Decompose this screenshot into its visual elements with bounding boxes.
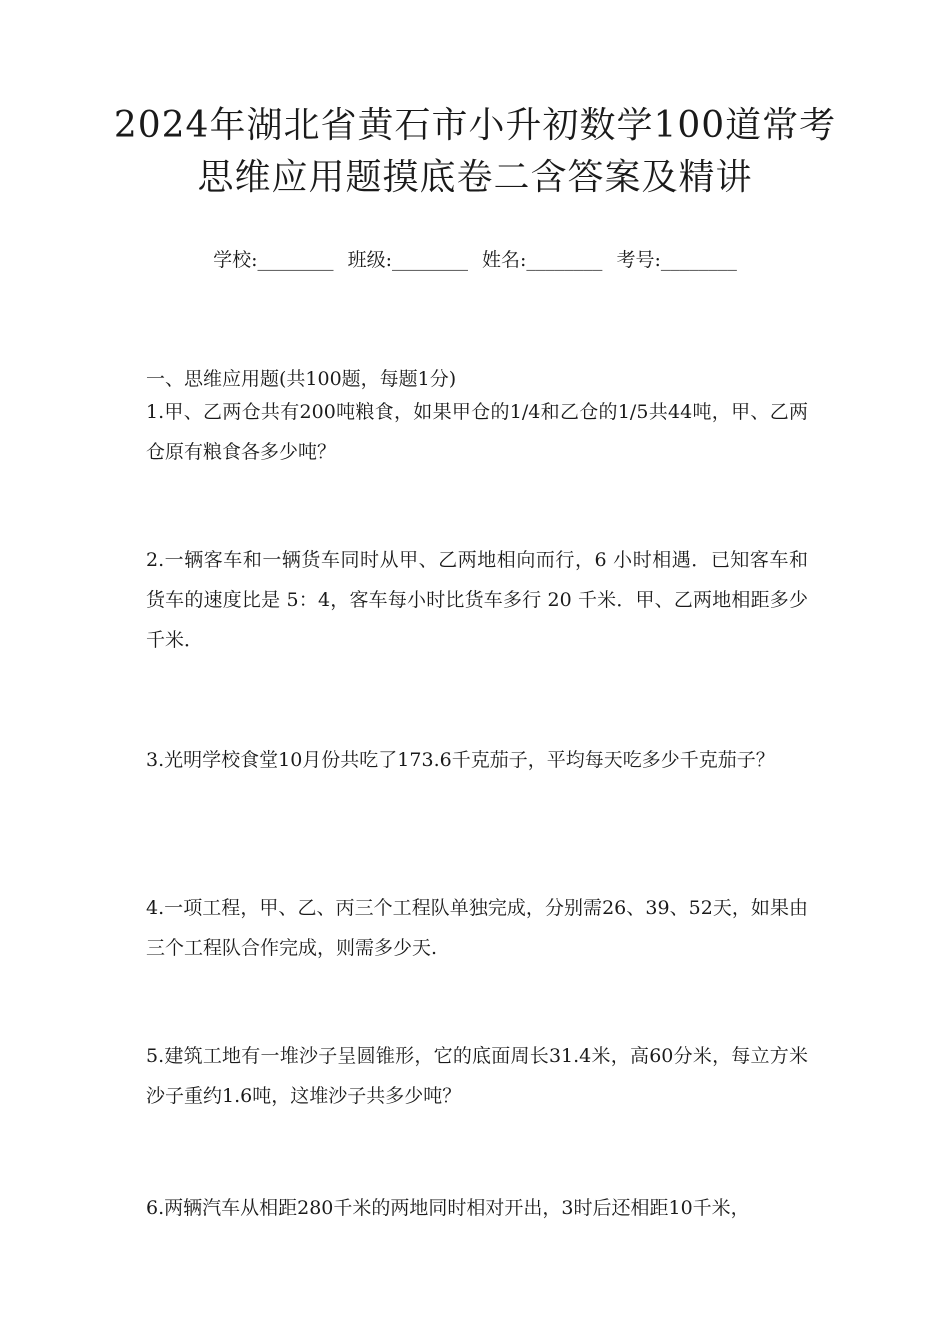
- question-6: 6.两辆汽车从相距280千米的两地同时相对开出，3时后还相距10千米，: [146, 1197, 750, 1219]
- question-4: 4.一项工程，甲、乙、丙三个工程队单独完成，分别需26、39、52天，如果由三个工程队合作完成，则需多少天.: [146, 897, 808, 959]
- section-heading: 一、思维应用题(共100题，每题1分): [146, 368, 457, 390]
- question-1: 1.甲、乙两仓共有200吨粮食，如果甲仓的1/4和乙仓的1/5共44吨，甲、乙两仓原有粮食各多少吨？: [146, 401, 808, 463]
- question-5: 5.建筑工地有一堆沙子呈圆锥形，它的底面周长31.4米，高60分米，每立方米沙子重约1.6吨，这堆沙子共多少吨？: [146, 1045, 808, 1107]
- student-info-fields: [0, 246, 950, 274]
- name-field: 姓名:________: [482, 249, 603, 271]
- question-2: 2.一辆客车和一辆货车同时从甲、乙两地相向而行，6 小时相遇．已知客车和货车的速度比是 5：4，客车每小时比货车多行 20 千米．甲、乙两地相距多少千米．: [146, 549, 808, 651]
- exam-number-field: 考号:________: [616, 249, 737, 271]
- question-3: 3.光明学校食堂10月份共吃了173.6千克茄子，平均每天吃多少千克茄子？: [146, 749, 775, 771]
- title-line-2: 思维应用题摸底卷二含答案及精讲: [197, 157, 753, 198]
- school-field: 学校:________: [213, 249, 334, 271]
- document-title: [100, 100, 850, 204]
- title-line-1: 2024年湖北省黄石市小升初数学100道常考: [113, 105, 837, 146]
- class-field: 班级:________: [347, 249, 468, 271]
